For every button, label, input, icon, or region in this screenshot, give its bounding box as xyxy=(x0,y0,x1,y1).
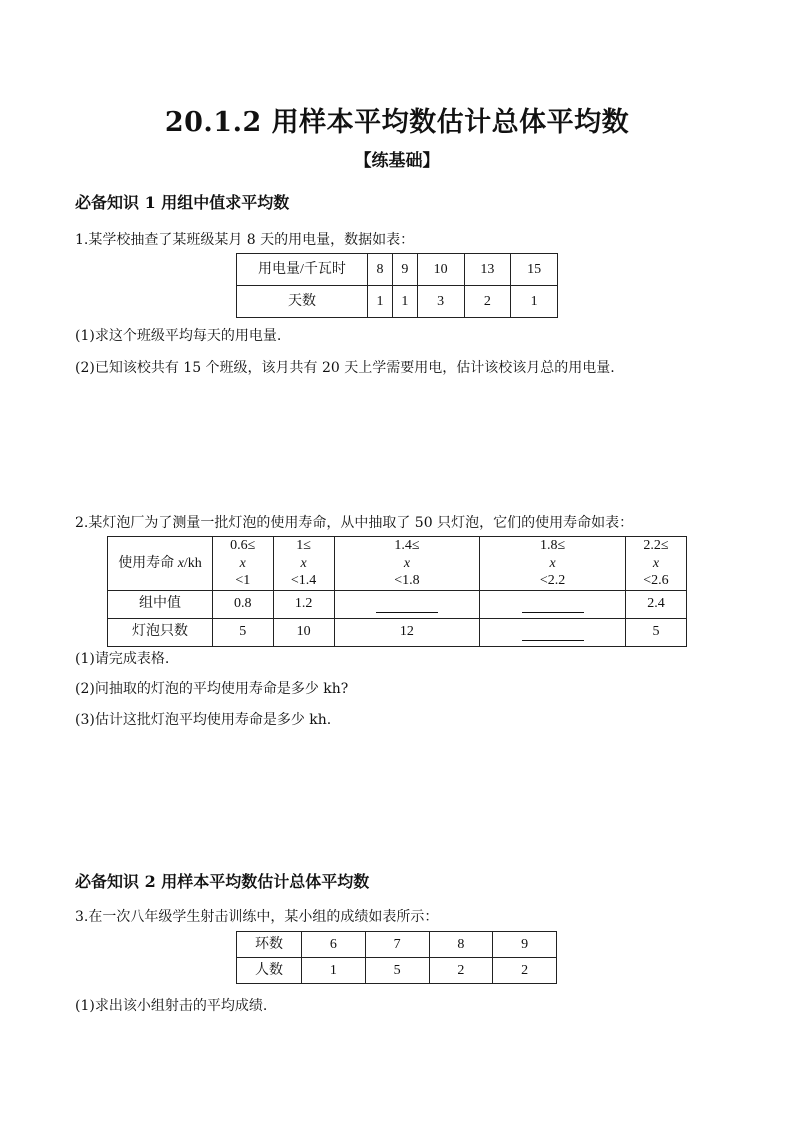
section-heading-1: 必备知识 1 用组中值求平均数 xyxy=(75,193,290,212)
table-cell: 15 xyxy=(511,254,558,286)
interval-top xyxy=(213,537,273,572)
interval-variable: x xyxy=(239,555,246,571)
question-2-stem: 2.某灯泡厂为了测量一批灯泡的使用寿命，从中抽取了 50 只灯泡，它们的使用寿命如表： xyxy=(75,515,634,531)
answer-blank[interactable] xyxy=(376,598,438,613)
table-cell: 5 xyxy=(625,618,686,646)
interval-cell xyxy=(213,537,274,591)
table-cell: 2 xyxy=(464,286,511,318)
table-cell: 1 xyxy=(392,286,417,318)
table-cell: 1 xyxy=(368,286,393,318)
question-2-part-1: (1)请完成表格. xyxy=(75,651,170,667)
table-cell: 10 xyxy=(273,618,334,646)
table-cell: 7 xyxy=(365,932,429,958)
answer-blank[interactable] xyxy=(522,598,584,613)
answer-blank[interactable] xyxy=(522,626,584,641)
answer-blank-cell xyxy=(480,590,626,618)
lifetime-label-variable: x xyxy=(177,555,184,571)
question-2-part-2: (2)问抽取的灯泡的平均使用寿命是多少 kh? xyxy=(75,681,349,697)
interval-cell xyxy=(273,537,334,591)
interval-lower-bound: 2.2≤ xyxy=(643,538,669,553)
page-subtitle: 【练基础】 xyxy=(354,151,440,171)
question-1-stem: 1.某学校抽查了某班级某月 8 天的用电量，数据如表： xyxy=(75,232,415,248)
lifetime-label-prefix: 使用寿命 xyxy=(118,555,178,571)
table-cell: 3 xyxy=(417,286,464,318)
table-cell: 0.8 xyxy=(213,590,274,618)
table-header-cell: 人数 xyxy=(237,958,302,984)
table-cell: 2 xyxy=(429,958,493,984)
question-3-part-1: (1)求出该小组射击的平均成绩. xyxy=(75,998,268,1014)
table-header-cell: 环数 xyxy=(237,932,302,958)
question-2-part-3: (3)估计这批灯泡平均使用寿命是多少 kh. xyxy=(75,712,332,728)
interval-lower-bound: 1≤ xyxy=(296,538,311,553)
table-header-cell: 组中值 xyxy=(108,590,213,618)
interval-variable: x xyxy=(652,555,660,571)
table-header-cell: 灯泡只数 xyxy=(108,618,213,646)
section-heading-2: 必备知识 2 用样本平均数估计总体平均数 xyxy=(75,872,370,891)
interval-lower-bound: 1.8≤ xyxy=(539,538,566,553)
table-cell: 12 xyxy=(334,618,480,646)
interval-cell xyxy=(334,537,480,591)
electricity-table xyxy=(236,253,558,318)
interval-bottom: <1.4 xyxy=(290,573,317,588)
interval-top xyxy=(626,537,686,572)
table-cell: 1 xyxy=(511,286,558,318)
answer-blank-cell xyxy=(334,590,480,618)
interval-top xyxy=(335,537,480,572)
table-cell: 8 xyxy=(368,254,393,286)
answer-blank-cell xyxy=(480,618,626,646)
question-3-stem: 3.在一次八年级学生射击训练中，某小组的成绩如表所示： xyxy=(75,909,439,925)
bulb-lifetime-table xyxy=(107,536,687,647)
interval-bottom: <1.8 xyxy=(394,573,420,588)
question-1-part-1: (1)求这个班级平均每天的用电量. xyxy=(75,328,282,344)
interval-lower-bound: 1.4≤ xyxy=(394,538,420,553)
table-cell: 6 xyxy=(302,932,366,958)
table-cell: 1 xyxy=(302,958,366,984)
table-cell: 13 xyxy=(464,254,511,286)
interval-cell xyxy=(625,537,686,591)
interval-lower-bound: 0.6≤ xyxy=(230,538,256,553)
table-header-cell xyxy=(108,537,213,591)
interval-top xyxy=(480,537,625,572)
table-cell: 2.4 xyxy=(625,590,686,618)
interval-bottom: <1 xyxy=(235,573,251,588)
shooting-table xyxy=(236,931,557,984)
table-header-cell: 用电量/千瓦时 xyxy=(237,254,368,286)
table-cell: 2 xyxy=(493,958,557,984)
table-cell: 9 xyxy=(493,932,557,958)
interval-variable: x xyxy=(300,555,307,571)
question-1-part-2: (2)已知该校共有 15 个班级，该月共有 20 天上学需要用电，估计该校该月总的用电量. xyxy=(75,360,615,376)
lifetime-label-suffix: /kh xyxy=(183,555,202,571)
interval-top xyxy=(274,537,334,572)
table-cell: 5 xyxy=(213,618,274,646)
interval-bottom: <2.6 xyxy=(643,573,669,588)
interval-variable: x xyxy=(403,555,411,571)
interval-bottom: <2.2 xyxy=(539,573,566,588)
table-cell: 9 xyxy=(392,254,417,286)
table-header-cell: 天数 xyxy=(237,286,368,318)
page-title: 20.1.2 用样本平均数估计总体平均数 xyxy=(164,107,630,138)
table-cell: 5 xyxy=(365,958,429,984)
table-cell: 10 xyxy=(417,254,464,286)
table-cell: 8 xyxy=(429,932,493,958)
interval-variable: x xyxy=(549,555,556,571)
interval-cell xyxy=(480,537,626,591)
table-cell: 1.2 xyxy=(273,590,334,618)
